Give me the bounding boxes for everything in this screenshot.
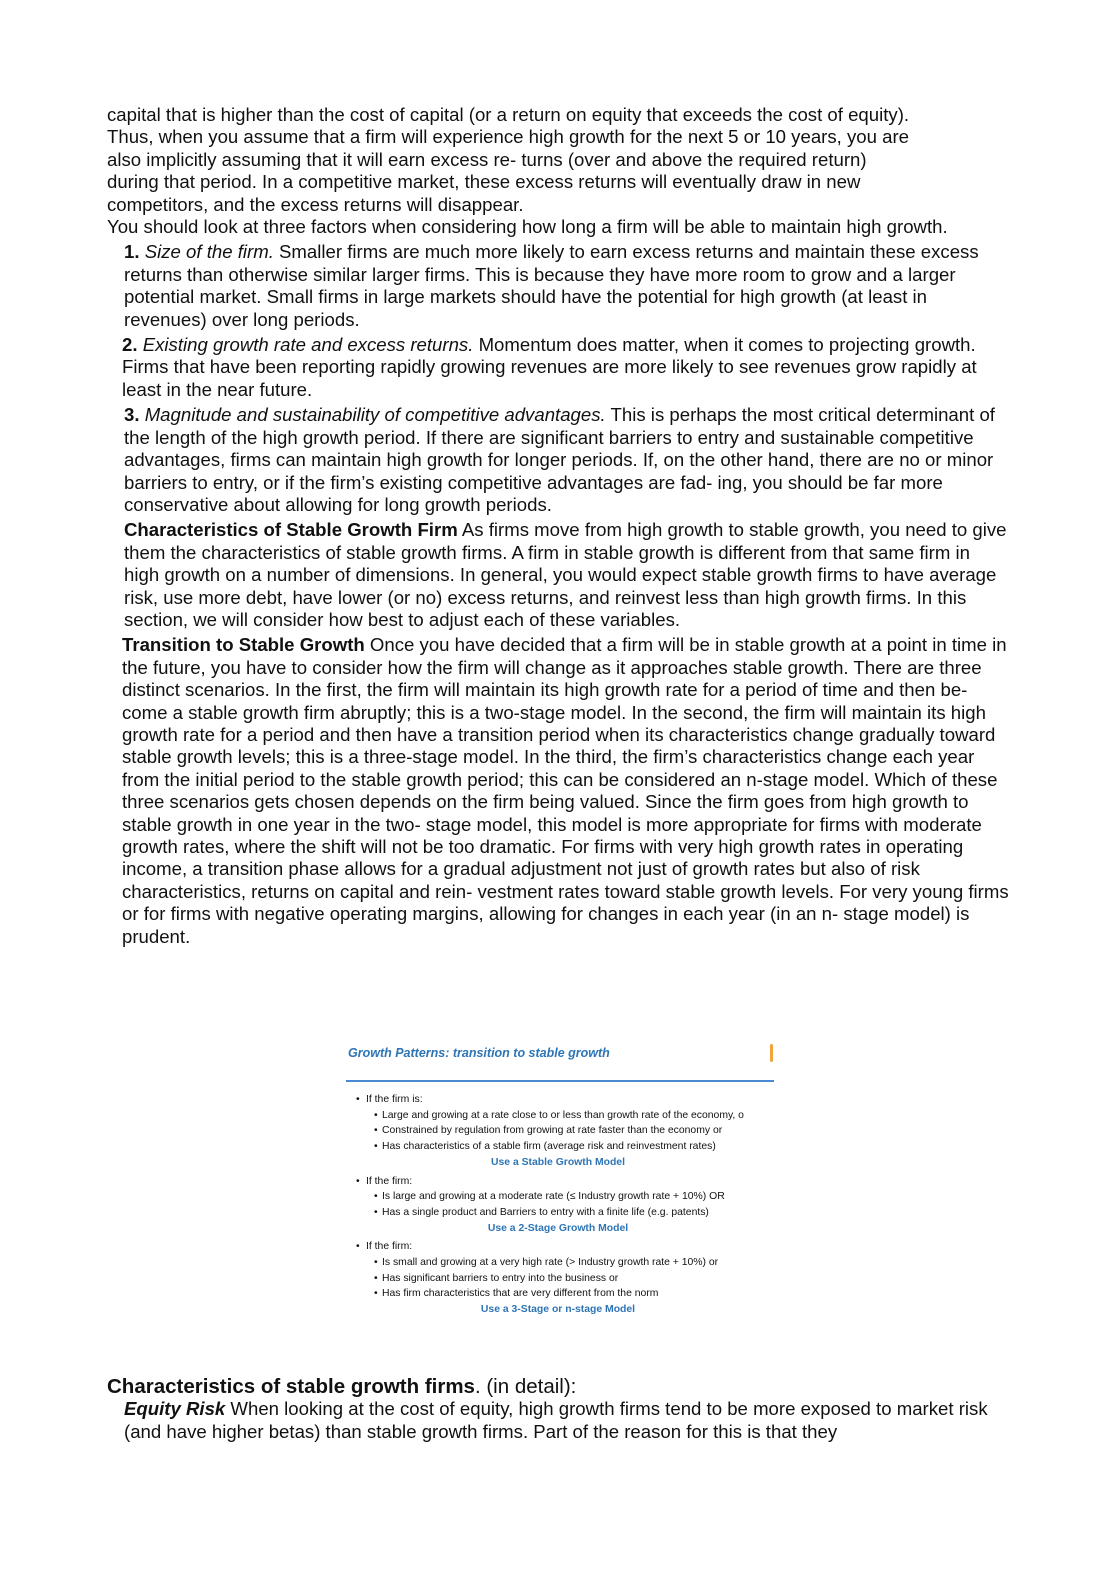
- stable-firm-paragraph: [107, 519, 1009, 631]
- factor-advantages: [107, 404, 1009, 516]
- factor-number: 2.: [122, 334, 138, 356]
- detail-heading: Characteristics of stable growth firms: [107, 1375, 475, 1398]
- factor-title: Size of the firm.: [144, 241, 274, 263]
- criterion: [356, 1286, 776, 1302]
- intro-line: competitors, and the excess returns will disappear.: [107, 193, 524, 215]
- factor-text: Momentum does matter, when it comes to projecting growth. Firms that have been reporting rapidly growing revenues are more likely to see revenues grow rapidly at least in the near future.: [122, 334, 977, 400]
- transition-text: Once you have decided that a firm will be in stable growth at a point in time in the future, you have to consider how the firm will change as it approaches stable growth. There are three distinct scenarios. In the first, the firm will maintain its high growth rate for a period of time and then be- come a stable growth firm abruptly; this is a two-stage model. In the second, the firm will maintain its high growth rate for a period and then have a transition period when its characteristics change gradually toward stable growth levels; this is a three-stage model. In the third, the firm’s characteristics change each year from the initial period to the stable growth period; this can be considered an n-stage model. Which of these three scenarios gets chosen depends on the firm being valued. Since the firm goes from high growth to stable growth in one year in the two- stage model, this model is more appropriate for firms with moderate growth rates, where the shift will not be too dramatic. For firms with very high growth rates in operating income, a transition phase allows for a gradual adjustment not just of growth rates but also of risk characteristics, returns on capital and rein- vestment rates toward stable growth levels. For very young firms or for firms with negative operating margins, allowing for changes in each year (in an n- stage model) is prudent.: [122, 634, 1009, 947]
- group-head-text: If the firm is:: [366, 1094, 423, 1105]
- bullet-icon: •: [374, 1288, 378, 1300]
- criterion: [356, 1189, 776, 1205]
- detail-section: [107, 1376, 1009, 1443]
- factor-number: 3.: [124, 404, 140, 426]
- group-head: [356, 1092, 776, 1108]
- group-head-text: If the firm:: [366, 1241, 413, 1253]
- bullet-icon: •: [356, 1094, 360, 1105]
- equity-risk-paragraph: [107, 1398, 1009, 1443]
- slide-divider: [346, 1080, 774, 1082]
- bullet-icon: •: [374, 1257, 378, 1269]
- model-verdict: Use a Stable Growth Model: [491, 1156, 625, 1168]
- criterion: [356, 1255, 776, 1271]
- stable-firm-heading: Characteristics of Stable Growth Firm: [124, 519, 458, 541]
- equity-risk-title: Equity Risk: [124, 1398, 226, 1420]
- model-verdict: Use a 3-Stage or n-stage Model: [480, 1304, 636, 1316]
- bullet-icon: •: [356, 1241, 360, 1253]
- slide-accent-mark: [770, 1044, 773, 1062]
- detail-heading-suffix: . (in detail):: [474, 1375, 577, 1398]
- intro-line: capital that is higher than the cost of capital (or a return on equity that exceeds the cost of equity).: [107, 104, 910, 125]
- model-verdict: Use a 2-Stage Growth Model: [487, 1222, 629, 1234]
- factor-number: 1.: [124, 241, 140, 263]
- slide-title: Growth Patterns: transition to stable growth: [348, 1046, 610, 1060]
- criterion-text: Has characteristics of a stable firm (average risk and reinvestment rates): [382, 1141, 716, 1153]
- bullet-icon: •: [374, 1109, 378, 1121]
- detail-heading-line: [107, 1376, 1009, 1398]
- criterion: [356, 1123, 776, 1139]
- criterion-text: Has significant barriers to entry into the business or: [382, 1272, 619, 1284]
- growth-patterns-slide: [342, 1040, 778, 1336]
- criterion-text: Has a single product and Barriers to entry with a finite life (e.g. patents): [382, 1206, 709, 1218]
- group-head: [356, 1239, 776, 1255]
- criterion: [356, 1108, 776, 1124]
- bullet-icon: •: [356, 1175, 360, 1187]
- factor-growth: [107, 334, 1009, 401]
- bullet-icon: •: [374, 1141, 378, 1153]
- intro-line: also implicitly assuming that it will earn excess re- turns (over and above the required return): [107, 148, 867, 170]
- factor-title: Existing growth rate and excess returns.: [142, 334, 474, 356]
- bullet-icon: •: [374, 1206, 378, 1218]
- criterion-text: Is small and growing at a very high rate (> Industry growth rate + 10%) or: [382, 1257, 719, 1269]
- slide-group-two-stage: [356, 1174, 776, 1237]
- group-head: [356, 1174, 776, 1190]
- criterion: [356, 1271, 776, 1287]
- factor-size: [107, 241, 1009, 331]
- criterion-text: Large and growing at a rate close to or less than growth rate of the economy, o: [382, 1109, 744, 1121]
- stable-firm-text: As firms move from high growth to stable growth, you need to give them the characteristics of stable growth firms. A firm in stable growth is different from that same firm in high growth on a number of dimensions. In general, you would expect stable growth firms to have average risk, use more debt, have lower (or no) excess returns, and reinvest less than high growth firms. In this section, we will consider how best to adjust each of these variables.: [124, 519, 1007, 630]
- slide-group-stable: [356, 1092, 776, 1171]
- criterion: [356, 1205, 776, 1221]
- criterion-text: Constrained by regulation from growing at rate faster than the economy or: [382, 1125, 723, 1137]
- transition-paragraph: [107, 634, 1009, 948]
- bullet-icon: •: [374, 1191, 378, 1203]
- intro-line: Thus, when you assume that a firm will experience high growth for the next 5 or 10 years, you are: [107, 126, 910, 148]
- group-head-text: If the firm:: [366, 1175, 413, 1187]
- criterion-text: Has firm characteristics that are very different from the norm: [382, 1288, 659, 1300]
- slide-group-n-stage: [356, 1239, 776, 1318]
- slide-body: [356, 1092, 776, 1318]
- factor-title: Magnitude and sustainability of competitive advantages.: [144, 404, 606, 426]
- transition-heading: Transition to Stable Growth: [122, 634, 365, 656]
- equity-risk-text: When looking at the cost of equity, high growth firms tend to be more exposed to market risk (and have higher betas) than stable growth firms. Part of the reason for this is that they: [124, 1398, 988, 1442]
- criterion-text: Is large and growing at a moderate rate (≤ Industry growth rate + 10%) OR: [382, 1191, 725, 1203]
- bullet-icon: •: [374, 1272, 378, 1284]
- factor-text: Smaller firms are much more likely to earn excess returns and maintain these excess returns than otherwise similar larger firms. This is because they have more room to grow and a larger potential market. Small firms in large markets should have the potential for high growth (at least in revenues) over long periods.: [124, 241, 979, 330]
- factors-lead: You should look at three factors when considering how long a firm will be able to maintain high growth.: [107, 216, 948, 238]
- body-text: [107, 104, 1009, 948]
- intro-line: during that period. In a competitive market, these excess returns will eventually draw in new: [107, 171, 861, 193]
- bullet-icon: •: [374, 1125, 378, 1137]
- factor-text: This is perhaps the most critical determinant of the length of the high growth period. If there are significant barriers to entry and sustainable competitive advantages, firms can maintain high growth for longer periods. If, on the other hand, there are no or minor barriers to entry, or if the firm’s existing competitive advantages are fad- ing, you should be far more conservative about allowing for long growth periods.: [124, 404, 995, 515]
- criterion: [356, 1139, 776, 1155]
